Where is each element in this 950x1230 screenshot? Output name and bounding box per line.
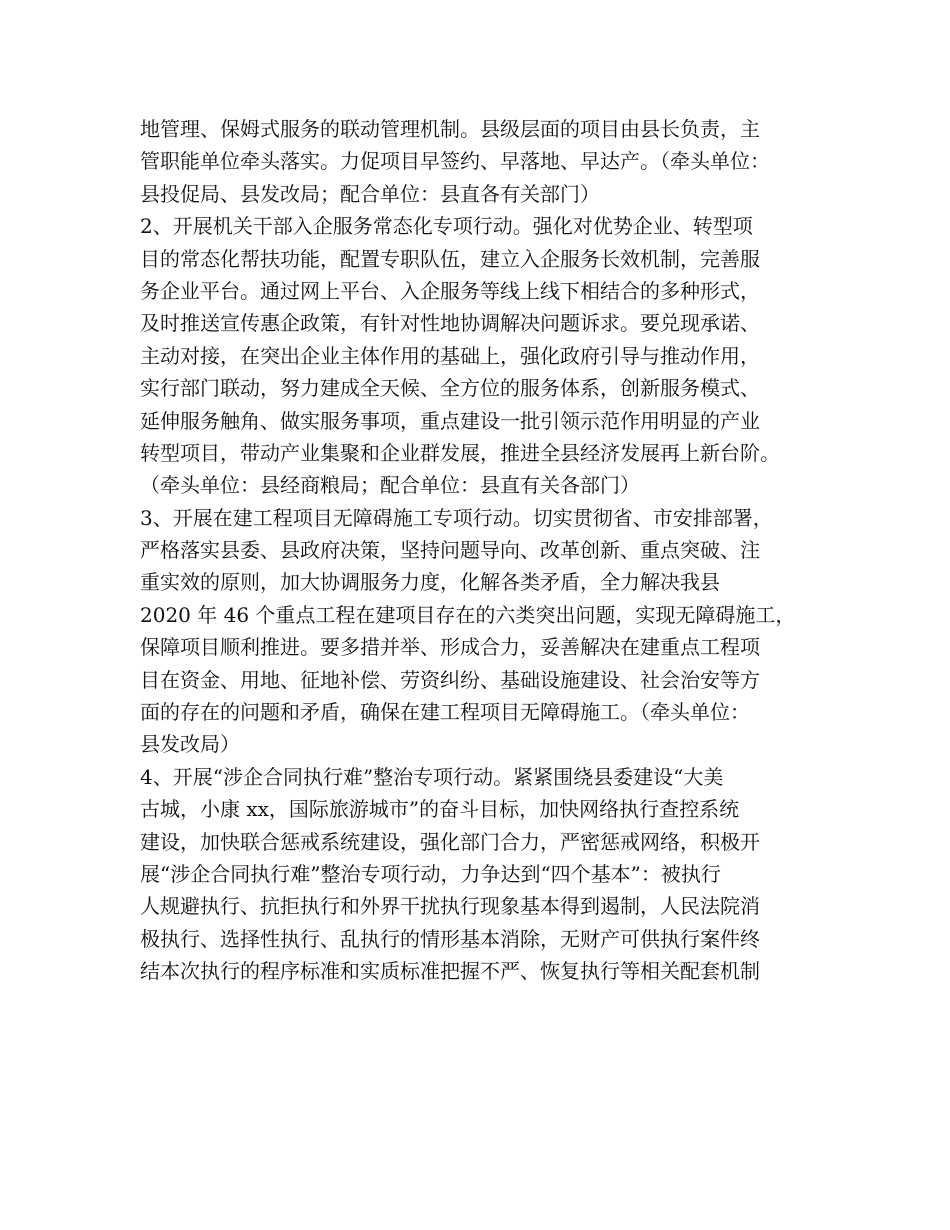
text-line: 目在资金、用地、征地补偿、劳资纠纷、基础设施建设、社会治安等方 [140, 667, 760, 692]
text-line: 县投促局、县发改局；配合单位：县直各有关部门） [140, 181, 600, 206]
text-line: 主动对接，在突出企业主体作用的基础上，强化政府引导与推动作用， [140, 343, 760, 368]
text-line: 面的存在的问题和矛盾，确保在建工程项目无障碍施工。（牵头单位： [140, 700, 750, 725]
text-line: 延伸服务触角、做实服务事项，重点建设一批引领示范作用明显的产业 [140, 408, 760, 433]
text-line: 目的常态化帮扶功能，配置专职队伍，建立入企服务长效机制，完善服 [140, 246, 760, 271]
document-body [140, 113, 830, 988]
text-line: 人规避执行、抗拒执行和外界干扰执行现象基本得到遏制，人民法院消 [140, 894, 760, 919]
text-line: 2、开展机关干部入企服务常态化专项行动。强化对优势企业、转型项 [140, 214, 753, 239]
text-line: 古城，小康 xx，国际旅游城市”的奋斗目标，加快网络执行查控系统 [140, 797, 740, 822]
text-line: 地管理、保姆式服务的联动管理机制。县级层面的项目由县长负责，主 [140, 117, 760, 141]
text-line: 保障项目顺利推进。要多措并举、形成合力，妥善解决在建重点工程项 [140, 635, 760, 660]
text-line: （牵头单位：县经商粮局；配合单位：县直有关各部门） [140, 473, 640, 498]
text-line: 转型项目，带动产业集聚和企业群发展，推进全县经济发展再上新台阶。 [140, 440, 780, 465]
text-line: 结本次执行的程序标准和实质标准把握不严、恢复执行等相关配套机制 [140, 959, 760, 984]
text-line: 管职能单位牵头落实。力促项目早签约、早落地、早达产。（牵头单位： [140, 149, 770, 174]
text-line: 展“涉企合同执行难”整治专项行动，力争达到“四个基本”：被执行 [140, 861, 721, 886]
text-line: 严格落实县委、县政府决策，坚持问题导向、改革创新、重点突破、注 [140, 538, 760, 563]
text-line: 4、开展“涉企合同执行难”整治专项行动。紧紧围绕县委建设“大美 [140, 764, 724, 789]
text-line: 2020 年 46 个重点工程在建项目存在的六类突出问题，实现无障碍施工， [140, 602, 796, 627]
text-line: 极执行、选择性执行、乱执行的情形基本消除，无财产可供执行案件终 [140, 926, 760, 951]
text-line: 务企业平台。通过网上平台、入企服务等线上线下相结合的多种形式， [140, 278, 760, 303]
text-line: 建设，加快联合惩戒系统建设，强化部门合力，严密惩戒网络，积极开 [140, 829, 760, 854]
text-line: 及时推送宣传惠企政策，有针对性地协调解决问题诉求。要兑现承诺、 [140, 311, 760, 336]
text-line: 3、开展在建工程项目无障碍施工专项行动。切实贯彻省、市安排部署， [140, 505, 773, 530]
text-line: 县发改局） [140, 732, 240, 757]
text-line: 实行部门联动，努力建成全天候、全方位的服务体系，创新服务模式、 [140, 376, 760, 401]
text-line: 重实效的原则，加大协调服务力度，化解各类矛盾，全力解决我县 [140, 570, 720, 595]
